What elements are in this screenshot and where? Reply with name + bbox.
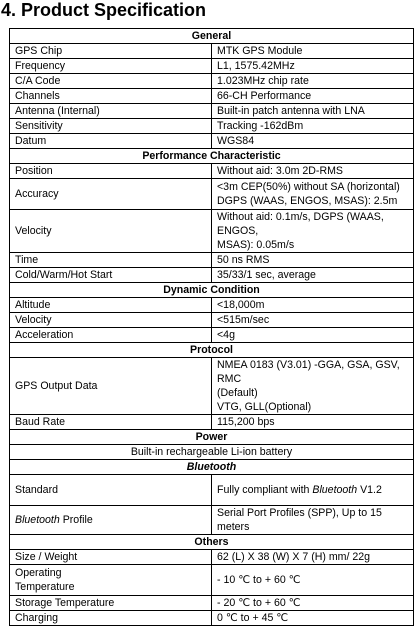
spec-key: C/A Code	[10, 74, 212, 89]
spec-value: L1, 1575.42MHz	[212, 59, 414, 74]
table-row	[10, 59, 414, 74]
table-row	[10, 565, 414, 596]
spec-key: Sensitivity	[10, 119, 212, 134]
spec-value: MTK GPS Module	[212, 44, 414, 59]
spec-value: 35/33/1 sec, average	[212, 268, 414, 283]
spec-key: Velocity	[10, 313, 212, 328]
table-row	[10, 328, 414, 343]
spec-key: GPS Chip	[10, 44, 212, 59]
table-row	[10, 210, 414, 253]
table-row	[10, 475, 414, 506]
spec-value-part: Bluetooth	[312, 484, 358, 496]
table-row	[10, 358, 414, 415]
spec-key: Velocity	[10, 210, 212, 253]
spec-value: - 10 ℃ to + 60 ℃	[212, 565, 414, 596]
spec-value: <515m/sec	[212, 313, 414, 328]
spec-value: 1.023MHz chip rate	[212, 74, 414, 89]
spec-value-line: (Default)	[217, 387, 258, 399]
spec-key: Antenna (Internal)	[10, 104, 212, 119]
spec-value: - 20 ℃ to + 60 ℃	[212, 596, 414, 611]
table-row	[10, 164, 414, 179]
spec-value: Serial Port Profiles (SPP), Up to 15 meters	[212, 506, 414, 535]
spec-key: Accuracy	[10, 179, 212, 210]
table-row	[10, 611, 414, 626]
section-header-row	[10, 343, 414, 358]
spec-key-part: Bluetooth	[15, 514, 60, 526]
table-row	[10, 104, 414, 119]
section-title: 4. Product Specification	[1, 0, 207, 20]
table-row	[10, 119, 414, 134]
spec-key: Frequency	[10, 59, 212, 74]
spec-value: <18,000m	[212, 298, 414, 313]
general-header: General	[10, 29, 414, 44]
spec-key: GPS Output Data	[10, 358, 212, 415]
spec-value: Without aid: 3.0m 2D-RMS	[212, 164, 414, 179]
spec-key: Baud Rate	[10, 415, 212, 430]
table-row	[10, 89, 414, 104]
power-header: Power	[10, 430, 414, 445]
table-row	[10, 298, 414, 313]
spec-value: <4g	[212, 328, 414, 343]
spec-key	[10, 565, 212, 596]
spec-key	[10, 506, 212, 535]
section-header-row	[10, 29, 414, 44]
spec-value-line: Without aid: 0.1m/s, DGPS (WAAS, ENGOS,	[217, 211, 384, 237]
spec-table	[9, 28, 414, 626]
table-row	[10, 44, 414, 59]
spec-key: Standard	[10, 475, 212, 506]
spec-value: 0 ℃ to + 45 ℃	[212, 611, 414, 626]
spec-value-line: DGPS (WAAS, ENGOS, MSAS): 2.5m	[217, 195, 398, 207]
table-row	[10, 313, 414, 328]
spec-value: 115,200 bps	[212, 415, 414, 430]
table-row	[10, 550, 414, 565]
section-header-row	[10, 283, 414, 298]
spec-value: 50 ns RMS	[212, 253, 414, 268]
spec-value	[212, 179, 414, 210]
dynamic-header: Dynamic Condition	[10, 283, 414, 298]
spec-value	[212, 210, 414, 253]
table-row	[10, 74, 414, 89]
others-header: Others	[10, 535, 414, 550]
section-header-row	[10, 430, 414, 445]
section-header-row	[10, 149, 414, 164]
table-row	[10, 268, 414, 283]
spec-value: 66-CH Performance	[212, 89, 414, 104]
spec-value	[212, 358, 414, 415]
table-row	[10, 134, 414, 149]
spec-value: Built-in patch antenna with LNA	[212, 104, 414, 119]
spec-key: Datum	[10, 134, 212, 149]
spec-value: WGS84	[212, 134, 414, 149]
spec-key: Cold/Warm/Hot Start	[10, 268, 212, 283]
power-value: Built-in rechargeable Li-ion battery	[10, 445, 414, 460]
spec-key: Storage Temperature	[10, 596, 212, 611]
spec-key-line: Operating	[15, 567, 62, 579]
spec-key: Altitude	[10, 298, 212, 313]
spec-value: Tracking -162dBm	[212, 119, 414, 134]
bluetooth-header: Bluetooth	[10, 460, 414, 475]
table-row	[10, 415, 414, 430]
table-row	[10, 179, 414, 210]
protocol-header: Protocol	[10, 343, 414, 358]
spec-value	[212, 475, 414, 506]
spec-key-line: Temperature	[15, 581, 75, 593]
spec-key: Channels	[10, 89, 212, 104]
spec-value-part: V1.2	[357, 484, 382, 496]
section-header-row	[10, 535, 414, 550]
spec-key: Position	[10, 164, 212, 179]
section-header-row	[10, 460, 414, 475]
table-row	[10, 445, 414, 460]
spec-value-line: <3m CEP(50%) without SA (horizontal)	[217, 181, 400, 193]
spec-key-part: Profile	[59, 514, 93, 526]
spec-value-line: VTG, GLL(Optional)	[217, 401, 312, 413]
spec-key: Time	[10, 253, 212, 268]
spec-value-line: NMEA 0183 (V3.01) -GGA, GSA, GSV, RMC	[217, 359, 400, 385]
table-row	[10, 506, 414, 535]
table-row	[10, 253, 414, 268]
spec-key: Charging	[10, 611, 212, 626]
table-row	[10, 596, 414, 611]
spec-key: Size / Weight	[10, 550, 212, 565]
spec-value: 62 (L) X 38 (W) X 7 (H) mm/ 22g	[212, 550, 414, 565]
spec-key: Acceleration	[10, 328, 212, 343]
performance-header: Performance Characteristic	[10, 149, 414, 164]
spec-value-part: Fully compliant with	[217, 484, 313, 496]
spec-value-line: MSAS): 0.05m/s	[217, 239, 295, 251]
